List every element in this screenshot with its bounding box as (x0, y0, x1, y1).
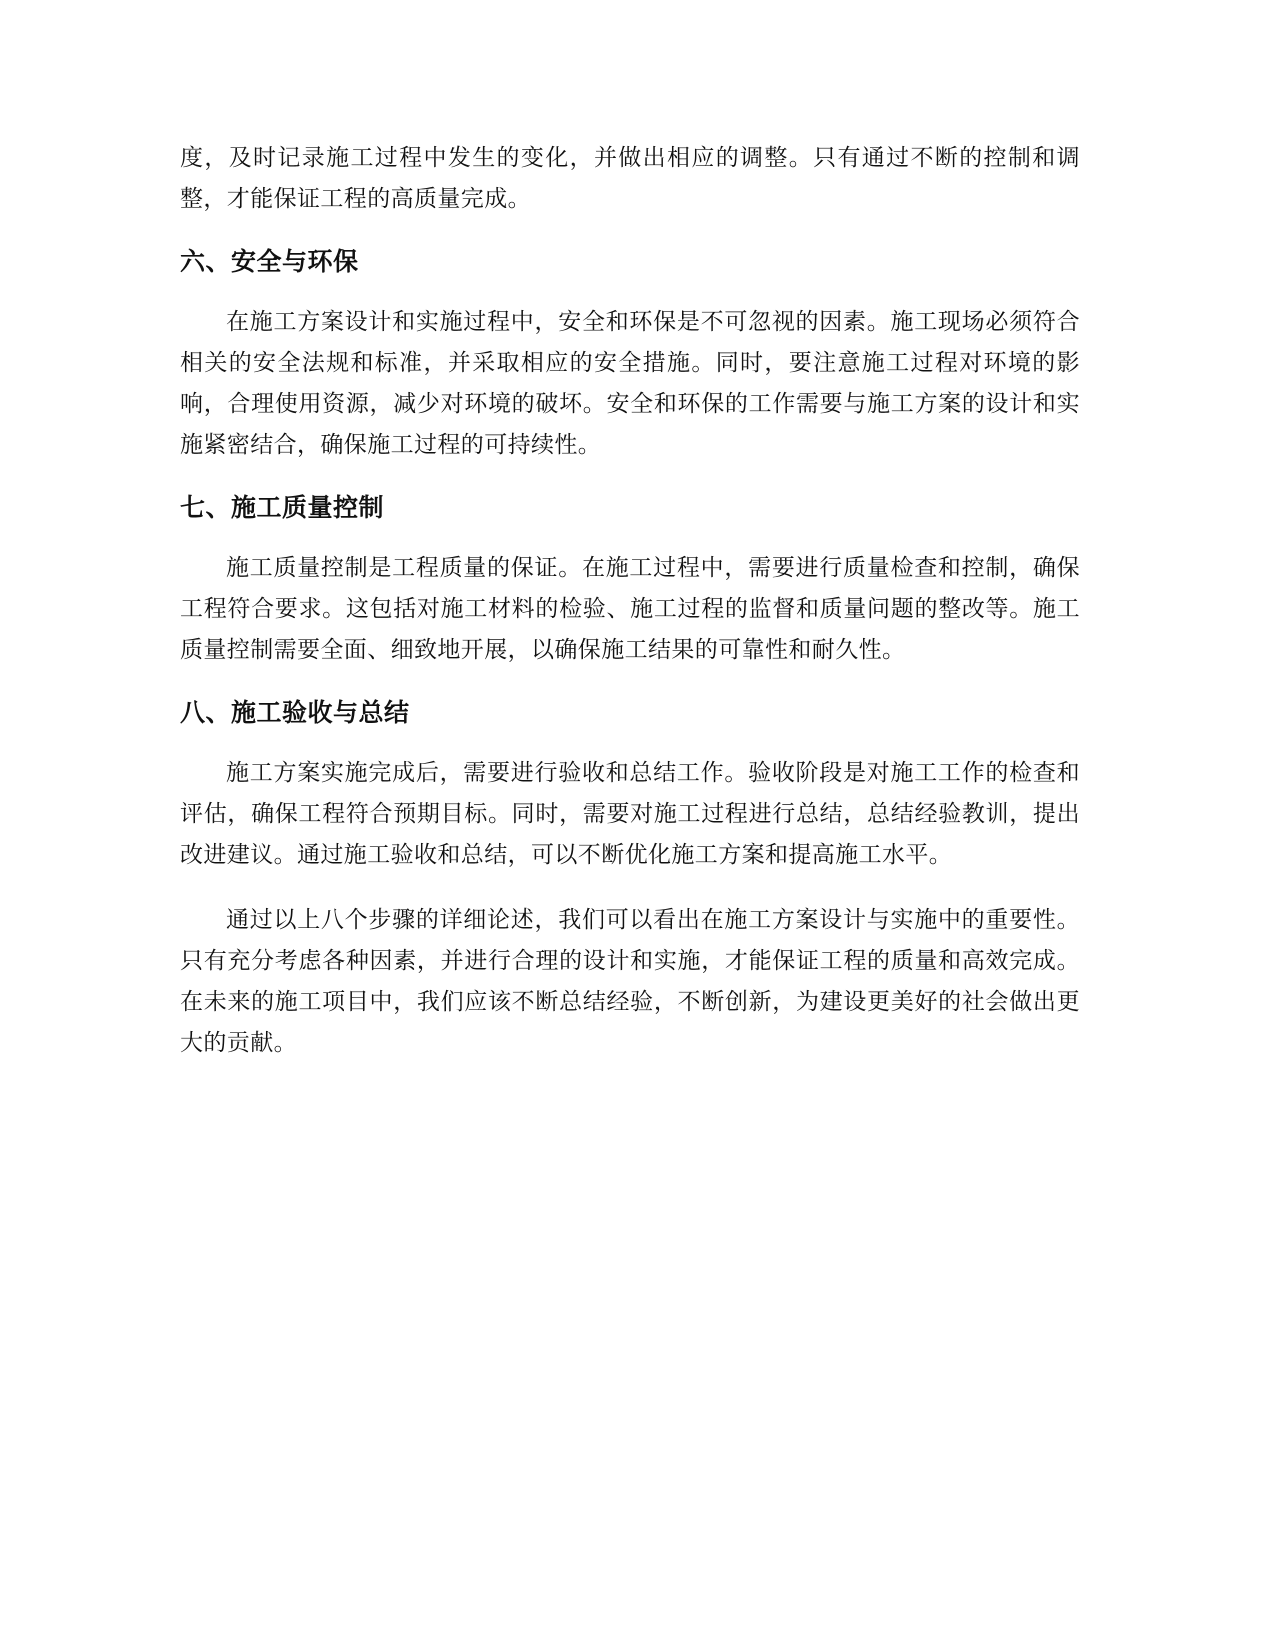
document-page (180, 138, 1080, 1064)
section-paragraph-safety: 在施工方案设计和实施过程中，安全和环保是不可忽视的因素。施工现场必须符合相关的安全法规和标准，并采取相应的安全措施。同时，要注意施工过程对环境的影响，合理使用资源，减少对环境的破坏。安全和环保的工作需要与施工方案的设计和实施紧密结合，确保施工过程的可持续性。 (180, 309, 1080, 458)
section-paragraph-quality: 施工质量控制是工程质量的保证。在施工过程中，需要进行质量检查和控制，确保工程符合要求。这包括对施工材料的检验、施工过程的监督和质量问题的整改等。施工质量控制需要全面、细致地开展，以确保施工结果的可靠性和耐久性。 (180, 555, 1080, 663)
section-heading-safety: 六、安全与环保 (180, 247, 359, 276)
conclusion-paragraph: 通过以上八个步骤的详细论述，我们可以看出在施工方案设计与实施中的重要性。只有充分考虑各种因素，并进行合理的设计和实施，才能保证工程的质量和高效完成。在未来的施工项目中，我们应该不断总结经验，不断创新，为建设更美好的社会做出更大的贡献。 (180, 907, 1080, 1056)
section-heading-quality: 七、施工质量控制 (180, 493, 385, 522)
section-paragraph-acceptance: 施工方案实施完成后，需要进行验收和总结工作。验收阶段是对施工工作的检查和评估，确保工程符合预期目标。同时，需要对施工过程进行总结，总结经验教训，提出改进建议。通过施工验收和总结，可以不断优化施工方案和提高施工水平。 (180, 760, 1080, 868)
intro-paragraph: 度，及时记录施工过程中发生的变化，并做出相应的调整。只有通过不断的控制和调整，才能保证工程的高质量完成。 (180, 145, 1080, 212)
section-heading-acceptance: 八、施工验收与总结 (180, 698, 410, 727)
